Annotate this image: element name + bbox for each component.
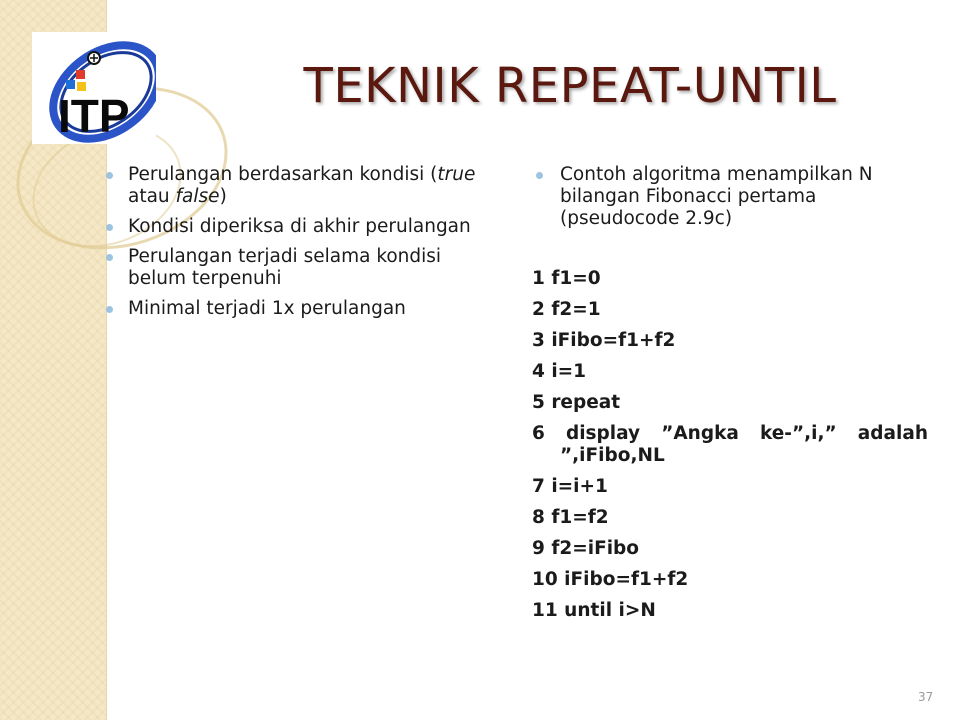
code-line: 11 until i>N (532, 600, 656, 621)
itp-logo-graphic (32, 32, 156, 144)
bullet-item (104, 216, 496, 238)
code-line: 3 iFibo=f1+f2 (532, 330, 676, 351)
itp-logo-text: ITP (58, 90, 130, 142)
code-line: 8 f1=f2 (532, 507, 609, 528)
code-line-wrapped (532, 423, 928, 467)
bullet-text: Perulangan berdasarkan kondisi ( (128, 164, 438, 185)
bullet-dot-icon (536, 172, 543, 179)
code-line: 9 f2=iFibo (532, 538, 640, 559)
pseudocode-block (532, 268, 928, 631)
right-bullet-item (534, 164, 924, 230)
bullet-text: Kondisi diperiksa di akhir perulangan (128, 216, 471, 237)
bullet-text-italic: false (175, 186, 220, 207)
bullet-item (104, 246, 496, 290)
bullet-text: atau (128, 186, 176, 207)
code-line-continuation: ”,iFibo,NL (560, 445, 665, 466)
bullet-text: Contoh algoritma menampilkan N bilangan Fibonacci pertama (pseudocode 2.9c) (560, 164, 873, 229)
code-line: 1 f1=0 (532, 268, 601, 289)
page-number: 37 (918, 690, 934, 704)
bullet-dot-icon (106, 254, 113, 261)
code-line: 2 f2=1 (532, 299, 601, 320)
code-line: 4 i=1 (532, 361, 587, 382)
slide-title: TEKNIK REPEAT-UNTIL (303, 58, 837, 114)
itp-logo (32, 32, 156, 144)
bullet-dot-icon (106, 224, 113, 231)
code-line: 6 display ”Angka ke-”,i,” adalah (532, 423, 928, 444)
bullet-text: Perulangan terjadi selama kondisi belum terpenuhi (128, 246, 442, 289)
bullet-text: Minimal terjadi 1x perulangan (128, 298, 406, 319)
bullet-dot-icon (106, 172, 113, 179)
bullet-dot-icon (106, 306, 113, 313)
bullet-text: ) (219, 186, 227, 207)
bullet-item (104, 298, 496, 320)
left-bullet-list (104, 164, 496, 328)
code-line: 10 iFibo=f1+f2 (532, 569, 689, 590)
code-line: 5 repeat (532, 392, 621, 413)
code-line: 7 i=i+1 (532, 476, 608, 497)
bullet-item (104, 164, 496, 208)
bullet-text-italic: true (437, 164, 476, 185)
